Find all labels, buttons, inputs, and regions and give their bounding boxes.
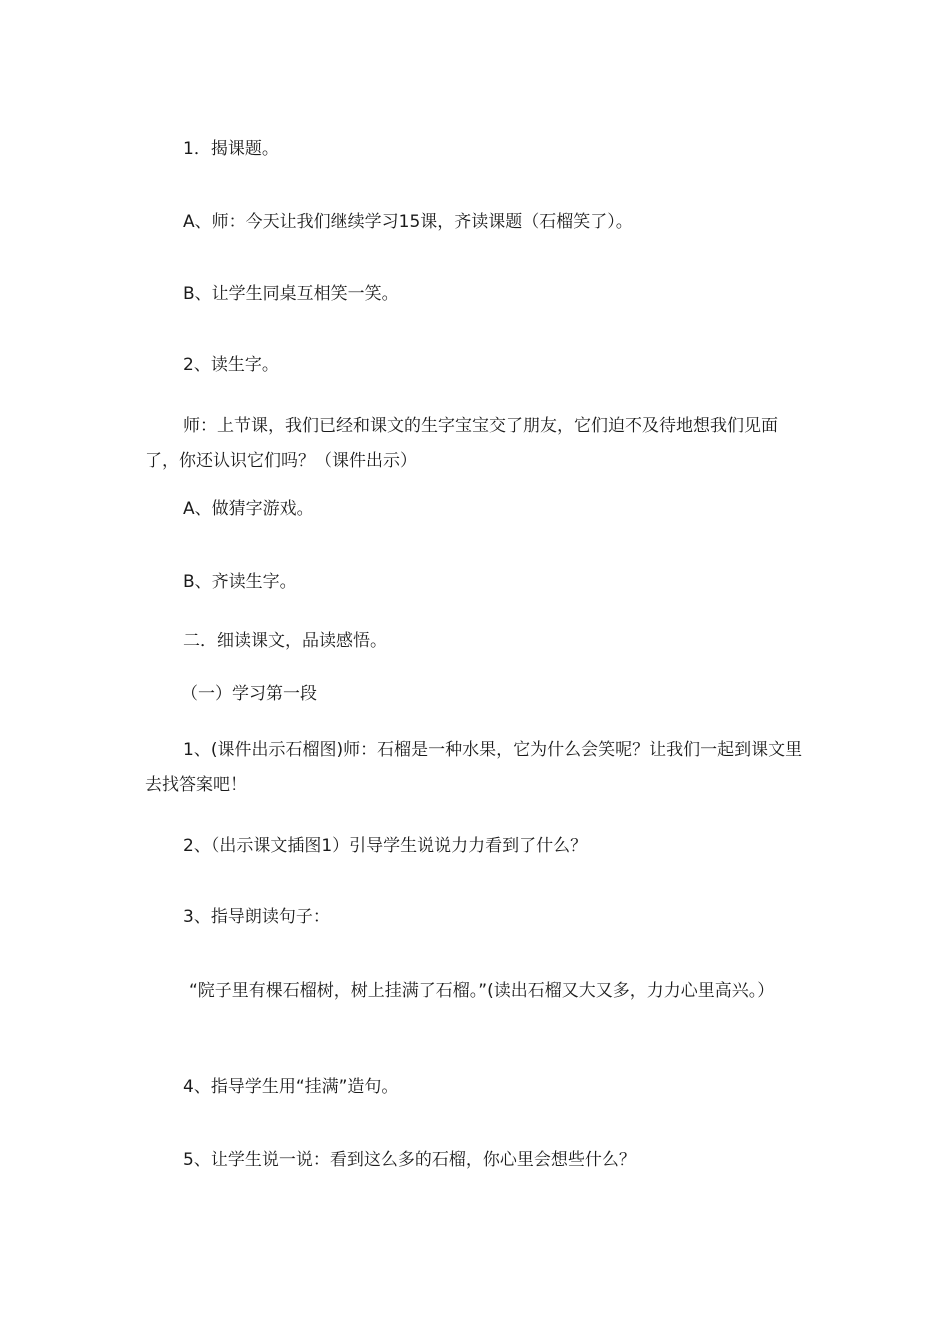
step-2a-guess-game: A、做猜字游戏。 bbox=[183, 499, 314, 519]
step-3-read-sentence: 3、指导朗读句子： bbox=[183, 907, 330, 927]
step-5-discussion: 5、让学生说一说：看到这么多的石榴，你心里会想些什么？ bbox=[183, 1150, 636, 1170]
section-2-heading: 二．细读课文，品读感悟。 bbox=[183, 631, 387, 651]
step-1-pomegranate-picture: 1、(课件出示石榴图)师：石榴是一种水果，它为什么会笑呢？让我们一起到课文里去找答案吧！ bbox=[145, 740, 803, 795]
step-1b-smile: B、让学生同桌互相笑一笑。 bbox=[183, 284, 399, 304]
quoted-sentence-paragraph: “院子里有棵石榴树，树上挂满了石榴。”(读出石榴又大又多，力力心里高兴。） bbox=[189, 981, 775, 1001]
step-2b-read-aloud: B、齐读生字。 bbox=[183, 572, 297, 592]
step-1-reveal-title: 1．揭课题。 bbox=[183, 139, 279, 159]
step-2-illustration: 2、（出示课文插图1）引导学生说说力力看到了什么？ bbox=[183, 836, 588, 856]
step-1a-teacher-intro: A、师：今天让我们继续学习15课，齐读课题（石榴笑了）。 bbox=[183, 212, 633, 232]
teacher-review-paragraph: 师：上节课，我们已经和课文的生字宝宝交了朋友，它们迫不及待地想我们见面了，你还认识它们吗？（课件出示） bbox=[145, 416, 778, 471]
step-2-read-characters: 2、读生字。 bbox=[183, 355, 279, 375]
subsection-1-heading: （一）学习第一段 bbox=[181, 684, 317, 704]
step-4-make-sentence: 4、指导学生用“挂满”造句。 bbox=[183, 1077, 399, 1097]
